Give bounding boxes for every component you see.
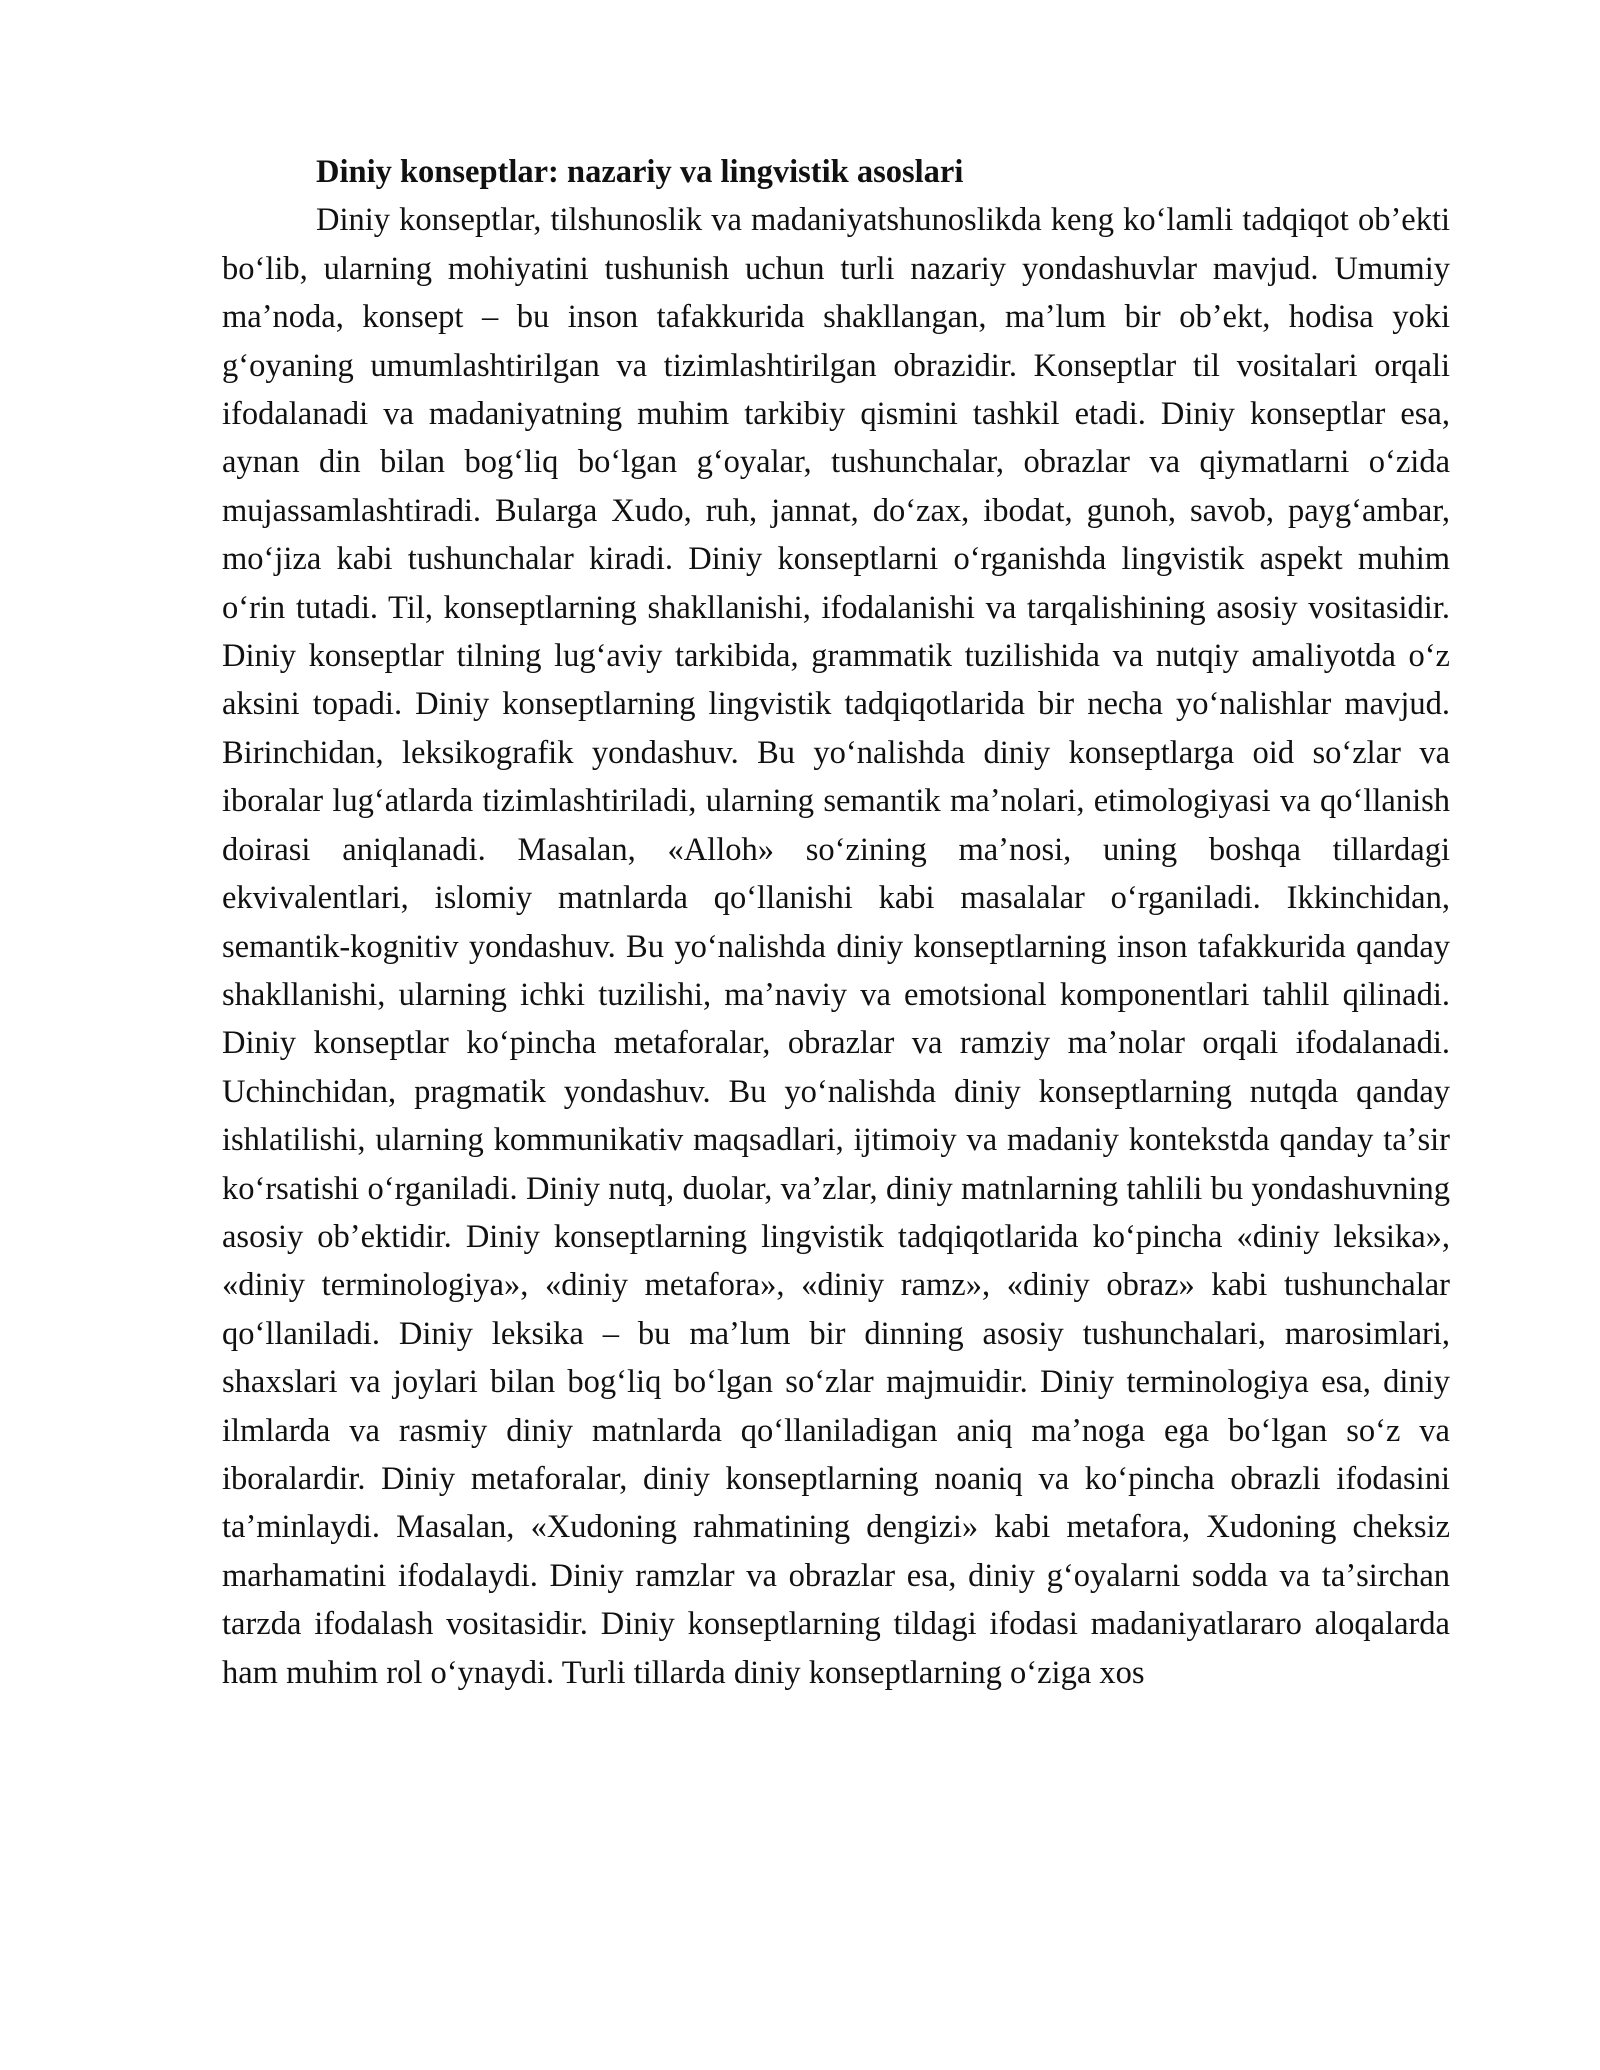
document-content [222,148,1450,1697]
document-title: Diniy konseptlar: nazariy va lingvistik asoslari [316,154,964,190]
body-paragraph: Diniy konseptlar, tilshunoslik va madaniyatshunoslikda keng koʻlamli tadqiqot obʼekti boʻlib, ularning mohiyatini tushunish uchun turli nazariy yondashuvlar mavjud. Umumiy maʼnoda, konsept – bu inson tafakkurida shakllangan, maʼlum bir obʼekt, hodisa yoki gʻoyaning umumlashtirilgan va tizimlashtirilgan obrazidir. Konseptlar til vositalari orqali ifodalanadi va madaniyatning muhim tarkibiy qismini tashkil etadi. Diniy konseptlar esa, aynan din bilan bogʻliq boʻlgan gʻoyalar, tushunchalar, obrazlar va qiymatlarni oʻzida mujassamlashtiradi. Bularga Xudo, ruh, jannat, doʻzax, ibodat, gunoh, savob, paygʻambar, moʻjiza kabi tushunchalar kiradi. Diniy konseptlarni oʻrganishda lingvistik aspekt muhim oʻrin tutadi. Til, konseptlarning shakllanishi, ifodalanishi va tarqalishining asosiy vositasidir. Diniy konseptlar tilning lugʻaviy tarkibida, grammatik tuzilishida va nutqiy amaliyotda oʻz aksini topadi. Diniy konseptlarning lingvistik tadqiqotlarida bir necha yoʻnalishlar mavjud. Birinchidan, leksikografik yondashuv. Bu yoʻnalishda diniy konseptlarga oid soʻzlar va iboralar lugʻatlarda tizimlashtiriladi, ularning semantik maʼnolari, etimologiyasi va qoʻllanish doirasi aniqlanadi. Masalan, «Alloh» soʻzining maʼnosi, uning boshqa tillardagi ekvivalentlari, islomiy matnlarda qoʻllanishi kabi masalalar oʻrganiladi. Ikkinchidan, semantik-kognitiv yondashuv. Bu yoʻnalishda diniy konseptlarning inson tafakkurida qanday shakllanishi, ularning ichki tuzilishi, maʼnaviy va emotsional komponentlari tahlil qilinadi. Diniy konseptlar koʻpincha metaforalar, obrazlar va ramziy maʼnolar orqali ifodalanadi. Uchinchidan, pragmatik yondashuv. Bu yoʻnalishda diniy konseptlarning nutqda qanday ishlatilishi, ularning kommunikativ maqsadlari, ijtimoiy va madaniy kontekstda qanday taʼsir koʻrsatishi oʻrganiladi. Diniy nutq, duolar, vaʼzlar, diniy matnlarning tahlili bu yondashuvning asosiy obʼektidir. Diniy konseptlarning lingvistik tadqiqotlarida koʻpincha «diniy leksika», «diniy terminologiya», «diniy metafora», «diniy ramz», «diniy obraz» kabi tushunchalar qoʻllaniladi. Diniy leksika – bu maʼlum bir dinning asosiy tushunchalari, marosimlari, shaxslari va joylari bilan bogʻliq boʻlgan soʻzlar majmuidir. Diniy terminologiya esa, diniy ilmlarda va rasmiy diniy matnlarda qoʻllaniladigan aniq maʼnoga ega boʻlgan soʻz va iboralardir. Diniy metaforalar, diniy konseptlarning noaniq va koʻpincha obrazli ifodasini taʼminlaydi. Masalan, «Xudoning rahmatining dengizi» kabi metafora, Xudoning cheksiz marhamatini ifodalaydi. Diniy ramzlar va obrazlar esa, diniy gʻoyalarni sodda va taʼsirchan tarzda ifodalash vositasidir. Diniy konseptlarning tildagi ifodasi madaniyatlararo aloqalarda ham muhim rol oʻynaydi. Turli tillarda diniy konseptlarning oʻziga xos [222,202,1450,1691]
